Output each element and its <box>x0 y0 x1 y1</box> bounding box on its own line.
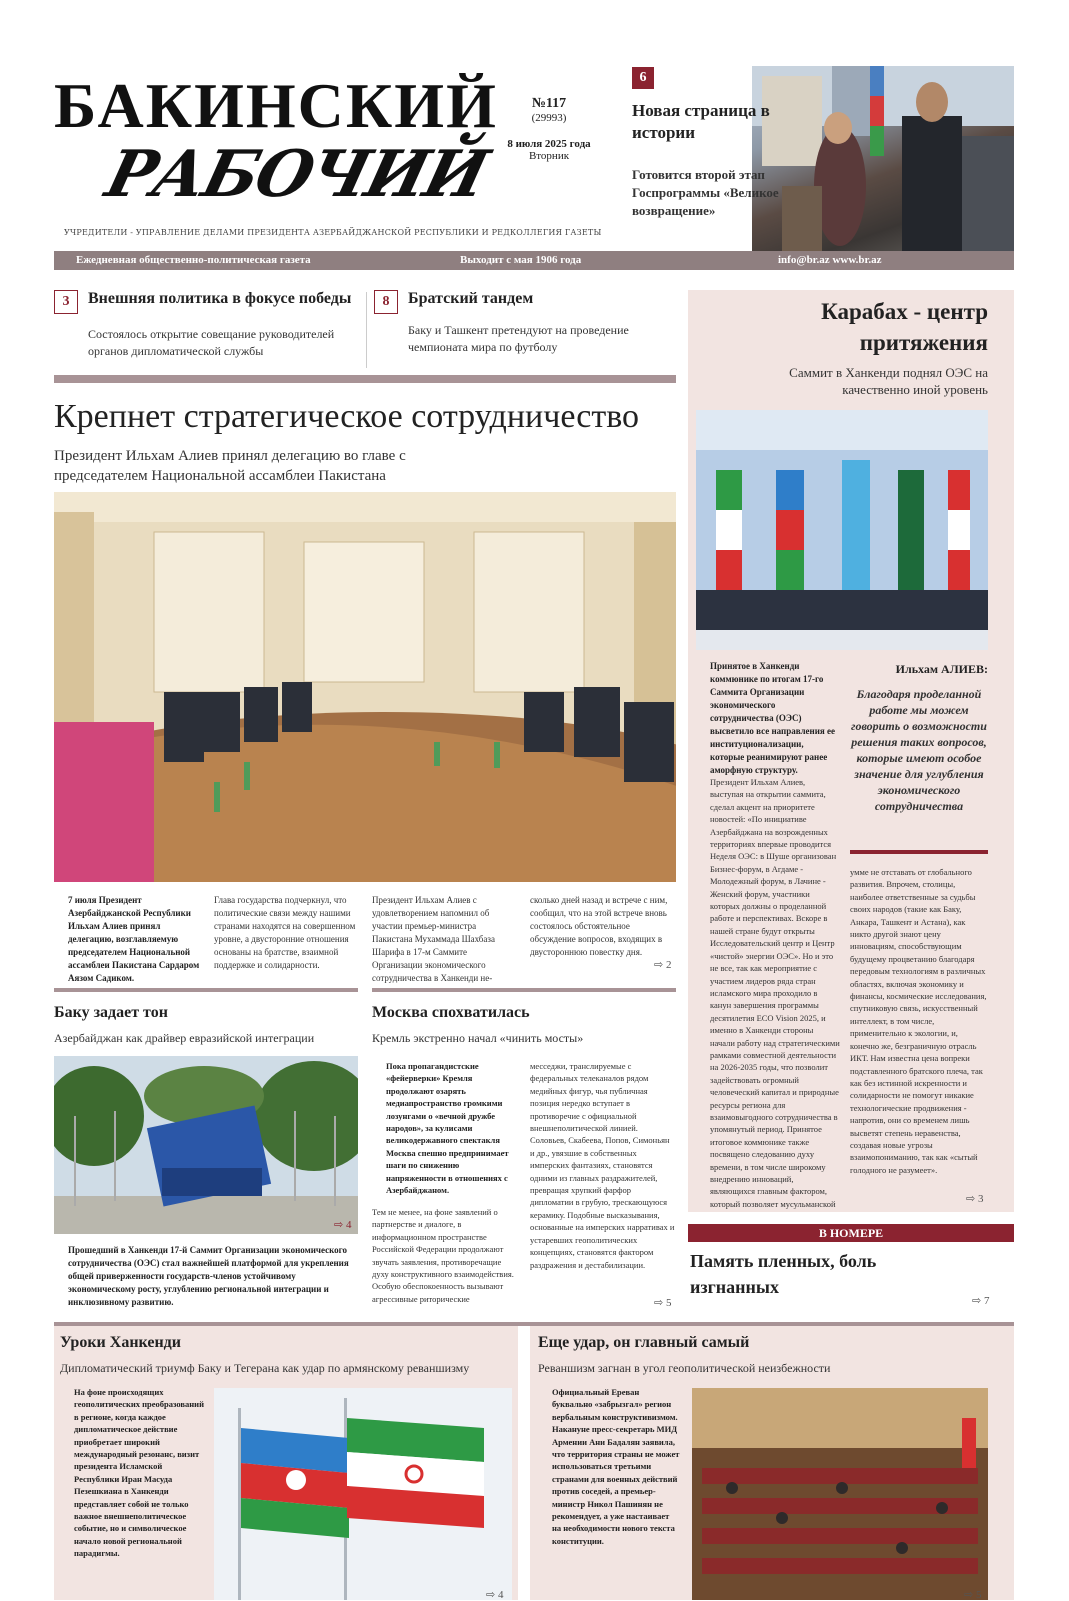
teaser-title[interactable]: Новая страница в истории <box>632 101 770 142</box>
strike-body: Официальный Ереван буквально «забрызгал» регион вербальным конструктивизмом. Накануне пресс-секретарь МИД Армении Ани Бадалян заявила, что территория страны не может использоваться третьими странами для военных действий против соседей, а премьер-министр Никол Пашинян не рекомендует, а уже настаивает на необходимости нового текста конституции. <box>552 1387 680 1546</box>
masthead-title-line2: РАБОЧИЙ <box>98 137 494 212</box>
issue-date: 8 июля 2025 года <box>507 138 591 150</box>
moscow-col1b: Тем не менее, на фоне заявлений о партнерстве и диалоге, в информационном пространстве Российской Федерации продолжают звучать заявления, противоречащие духу конструктивного взаимодействия. Особую обеспокоенность вызывают агрессивные риторические <box>372 1207 514 1304</box>
baku-jump[interactable]: ⇨ 4 <box>334 1219 352 1231</box>
karabakh-photo[interactable] <box>696 410 988 650</box>
karabakh-quote: Благодаря проделанной работе мы можем говорить о возможности решения таких вопросов, которые имеют особое значение для углубления экономического сотрудничества <box>851 687 987 813</box>
lead-jump[interactable]: ⇨ 2 <box>654 959 672 971</box>
moscow-deck: Кремль экстренно начал «чинить мосты» <box>372 1031 584 1045</box>
baku-deck: Азербайджан как драйвер евразийской интеграции <box>54 1031 315 1045</box>
inside-title[interactable]: Память пленных, боль изгнанных <box>690 1251 877 1297</box>
teaser-page-badge: 6 <box>632 66 654 89</box>
lead-col3: Президент Ильхам Алиев с удовлетворением напомнил об участии премьер-министра Пакистана Мухаммада Шахбаза Шарифа в 17-м Саммите Организации экономического сотрудничества в Ханкенди не- <box>372 895 495 983</box>
khankendi-deck: Дипломатический триумф Баку и Тегерана как удар по армянскому реваншизму <box>60 1361 470 1375</box>
lead-col4: сколько дней назад и встрече с ним, сообщил, что на этой встрече вновь состоялось обстоятельное обсуждение вопросов, входящих в двустороннюю повестку дня. <box>530 895 668 957</box>
quote-rule <box>850 850 988 854</box>
strike-photo[interactable] <box>692 1388 988 1600</box>
top-teaser-2-title[interactable]: Братский тандем <box>408 290 534 307</box>
strike-deck: Реваншизм загнан в угол геополитической неизбежности <box>538 1361 831 1375</box>
issue-number: №117 <box>531 96 567 111</box>
karabakh-jump[interactable]: ⇨ 3 <box>966 1193 984 1205</box>
karabakh-intro: Принятое в Ханкенди коммюнике по итогам 17-го Саммита Организации экономического сотрудничества (ОЭС) высветило все направления ее институционализации, которые реанимируют ранее аморфную структуру. <box>710 661 835 775</box>
karabakh-quote-author: Ильхам АЛИЕВ: <box>895 662 988 676</box>
moscow-headline[interactable]: Москва спохватилась <box>372 1004 530 1021</box>
top-teaser-1-title[interactable]: Внешняя политика в фокусе победы <box>88 290 352 307</box>
baku-photo[interactable] <box>54 1056 358 1234</box>
band-contacts[interactable]: info@br.az www.br.az <box>778 254 882 266</box>
lead-photo[interactable] <box>54 492 676 882</box>
issue-serial: (29993) <box>531 112 567 124</box>
band-tagline: Ежедневная общественно-политическая газета <box>76 254 311 266</box>
khankendi-jump[interactable]: ⇨ 4 <box>486 1589 504 1601</box>
khankendi-headline[interactable]: Уроки Ханкенди <box>60 1334 181 1351</box>
lead-deck: Президент Ильхам Алиев принял делегацию во главе с председателем Национальной ассамблеи Пакистана <box>54 448 406 484</box>
strike-jump[interactable]: ⇨ 5 <box>964 1589 982 1601</box>
moscow-jump[interactable]: ⇨ 5 <box>654 1297 672 1309</box>
karabakh-headline[interactable]: Карабах - центр притяжения <box>821 299 988 355</box>
lead-col1: 7 июля Президент Азербайджанской Республики Ильхам Алиев принял делегацию, возглавляемую председателем Национальной ассамблеи Пакистана Сардаром Аязом Садиком. <box>68 895 200 983</box>
top-teaser-2-page: 8 <box>374 290 398 314</box>
moscow-rule <box>372 988 676 992</box>
khankendi-body: На фоне происходящих геополитических преобразований в регионе, когда каждое дипломатическое действие приобретает широкий международный резонанс, визит президента Исламской Республики Иран Масуда Пезешкиана в Ханкенди представляет собой не только важное внешнеполитическое событие, но и символическое начало новой региональной парадигмы. <box>74 1387 204 1559</box>
top-teaser-divider <box>366 292 367 368</box>
masthead-title-line1: БАКИНСКИЙ <box>54 70 498 141</box>
top-teaser-1-page: 3 <box>54 290 78 314</box>
karabakh-col2: умме не отставать от глобального развития. Впрочем, столицы, наиболее ответственные за судьбы своих народов (такие как Баку, Анкара, Ташкент и Астана), как никто другой знают цену инновациям, способствующим будущему процветанию благодаря передовым технологиям в различных областях, включая экономику и финансы, космические исследования, спутниковую связь, искусственный интеллект, в том числе, применительно к экологии, и, конечно же, безграничную отрасль ИКТ. Нам известна цена вопреки подставленного братского плеча, так как без истинной искренности и солидарности не помогут никакие технологические продвижения - напротив, они со временем лишь высветят степень неравенства, создавая новые угрозы взаимопониманию, так как «сытый голодного не разумеет». <box>850 867 987 1175</box>
band-since: Выходит с мая 1906 года <box>460 254 582 266</box>
masthead-founders: УЧРЕДИТЕЛИ - УПРАВЛЕНИЕ ДЕЛАМИ ПРЕЗИДЕНТА АЗЕРБАЙДЖАНСКОЙ РЕСПУБЛИКИ И РЕДКОЛЛЕГИЯ ГАЗЕТЫ <box>64 228 602 237</box>
khankendi-photo[interactable] <box>214 1388 512 1600</box>
moscow-col1a: Пока пропагандистские «фейерверки» Кремля продолжают озарять медиапространство громкими лозунгами о «вечной дружбе народов», за кулисами великодержавного спектакля Москва спешно предпринимает шаги по снижению напряженности в отношениях с Азербайджаном. <box>386 1061 509 1196</box>
inside-jump[interactable]: ⇨ 7 <box>972 1295 990 1307</box>
karabakh-deck: Саммит в Ханкенди поднял ОЭС на качественно иной уровень <box>789 365 988 397</box>
section-rule <box>54 375 676 383</box>
lead-headline[interactable]: Крепнет стратегическое сотрудничество <box>54 398 640 435</box>
teaser-photo[interactable] <box>752 66 1014 254</box>
lead-col2: Глава государства подчеркнул, что политические связи между нашими странами находятся на совершенном уровне, а двусторонние отношения основаны на братстве, взаимной поддержке и солидарности. <box>214 895 356 970</box>
teaser-subtitle: Готовится второй этап Госпрограммы «Великое возвращение» <box>632 167 779 218</box>
karabakh-col1: Президент Ильхам Алиев, выступая на открытии саммита, сделал акцент на приоритете новостей: «По инициативе Азербайджана на возрожденных территориях впервые проводится Неделя ОЭС: в Шуше организован Бизнес-форум, в Агдаме - Молодежный форум, в Лачине - Женский форум, участники которых должны о проделанной работе и перспективах. Вскоре в нашей стране будут открыты Исследовательский центр и Центр «чистой» энергии ОЭС». Но и это не все, так как мероприятие с участием лидеров ряда стран исламского мира проходило в канун завершения программы десятилетия ECO Vision 2025, и именно в Ханкенди стороны начали работу над стратегическими рамками совместной деятельности на 2026-2035 годы, что позволит задействовать огромный человеческий капитал и природные ресурсы региона для взаимовыгодного сотрудничества в упомянутый период. Принятое итоговое коммюнике также посвящено следованию духу времени, в том числе широкому внедрению инноваций, являющихся главным фактором, который позволяет мусульманской <box>710 777 840 1209</box>
strike-headline[interactable]: Еще удар, он главный самый <box>538 1334 750 1351</box>
baku-headline[interactable]: Баку задает тон <box>54 1004 168 1021</box>
top-teaser-2-text: Баку и Ташкент претендуют на проведение чемпионата мира по футболу <box>408 323 629 354</box>
baku-body: Прошедший в Ханкенди 17-й Саммит Организации экономического сотрудничества (ОЭС) стал важнейшей платформой для укрепления общей приверженности государств-членов устойчивому экономическому росту, углублению региональной интеграции и инклюзивному развитию. <box>68 1245 349 1307</box>
top-teaser-1-text: Состоялось открытие совещание руководителей органов дипломатической службы <box>88 327 335 358</box>
issue-weekday: Вторник <box>528 150 570 162</box>
moscow-col2: месседжи, транслируемые с федеральных телеканалов рядом медийных фигур, чья публичная позиция нередко вступает в противоречие с официальной внешнеполитической линией. Соловьев, Скабеева, Попов, Симоньян и др., увязшие в собственных имперских фантазиях, становятся одними из главных раздражителей, превращая хрупкий фарфор дипломатии в грубую, трескающуюся керамику. Подобные высказывания, основанные на имперских нарративах и устаревших геополитических концепциях, становятся фактором раздражения и дестабилизации. <box>530 1061 675 1270</box>
inside-label: В НОМЕРЕ <box>688 1224 1014 1242</box>
baku-rule <box>54 988 358 992</box>
issue-info <box>496 96 602 162</box>
masthead-band <box>54 251 1014 270</box>
